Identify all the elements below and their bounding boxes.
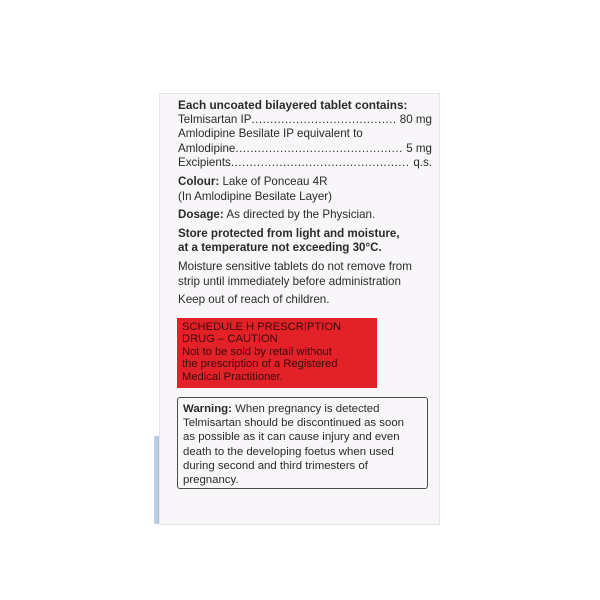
schedule-line-5: Medical Practitioner. [182, 370, 283, 383]
warning-line-2: Telmisartan should be discontinued as soon [183, 417, 404, 430]
ingredient-name: Amlodipine Besilate IP equivalent to [178, 127, 363, 141]
schedule-h-caution-box [177, 318, 377, 388]
pregnancy-warning-box [177, 397, 428, 489]
warning-line-3: as possible as it can cause injury and even [183, 431, 400, 444]
colour-label: Colour: [178, 174, 220, 188]
schedule-line-4: the prescription of a Registered [182, 358, 338, 371]
storage-line-2: at a temperature not exceeding 30°C. [178, 241, 382, 255]
leader-dots [231, 156, 410, 171]
schedule-line-1: SCHEDULE H PRESCRIPTION [182, 321, 342, 333]
ingredient-name: Amlodipine [178, 141, 236, 155]
ingredient-row [178, 142, 432, 157]
moisture-line-2: strip until immediately before administration [178, 274, 401, 288]
warning-line-5: during second and third trimesters of [183, 459, 368, 472]
dosage-label: Dosage: [178, 208, 224, 222]
dosage-line [178, 208, 432, 223]
ingredient-row [178, 113, 432, 128]
dosage-value: As directed by the Physician. [223, 208, 376, 222]
schedule-line-3: Not to be sold by retail without [182, 345, 332, 358]
label-panel [178, 98, 432, 308]
ingredient-qty: 80 mg [399, 112, 432, 126]
ingredient-name: Telmisartan IP [178, 112, 252, 126]
warning-line-6: pregnancy. [183, 474, 239, 487]
warning-label: Warning: [183, 403, 232, 415]
leader-dots [235, 142, 403, 157]
warning-text: When pregnancy is detected [231, 403, 380, 415]
colour-value: Lake of Ponceau 4R [219, 174, 328, 188]
children-warning: Keep out of reach of children. [178, 293, 330, 307]
ingredient-row [178, 156, 432, 171]
colour-line [178, 175, 432, 190]
moisture-line-1: Moisture sensitive tablets do not remove from [178, 259, 412, 273]
ingredient-qty: q.s. [413, 156, 432, 170]
warning-line-4: death to the developing foetus when used [183, 445, 394, 458]
leader-dots [251, 113, 396, 128]
colour-note: (In Amlodipine Besilate Layer) [178, 189, 333, 203]
schedule-line-2: DRUG – CAUTION [182, 333, 278, 346]
warning-line-1 [183, 402, 427, 416]
ingredient-name: Excipients [178, 156, 231, 170]
ingredient-qty: 5 mg [406, 141, 432, 155]
storage-line-1: Store protected from light and moisture, [178, 226, 400, 240]
composition-heading: Each uncoated bilayered tablet contains: [178, 98, 408, 112]
